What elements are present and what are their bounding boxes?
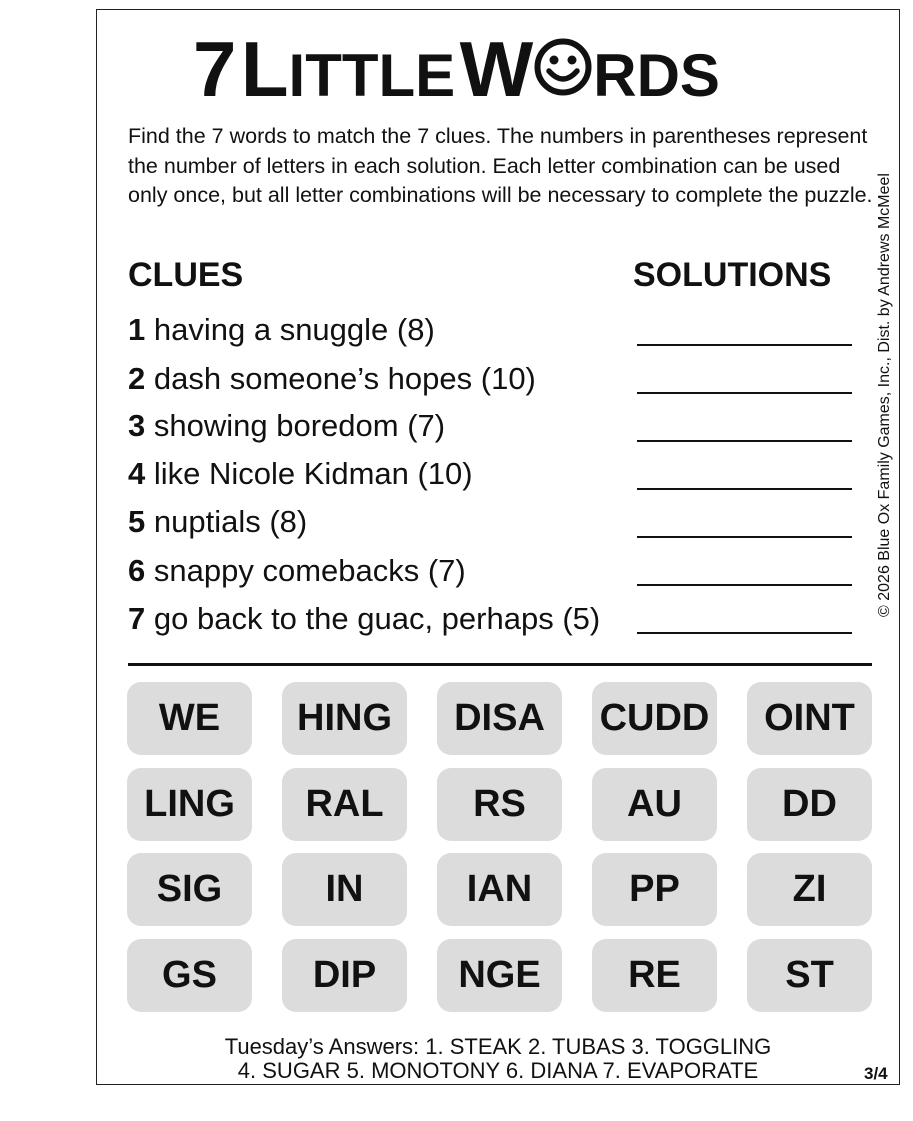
- solution-blank-7[interactable]: [637, 632, 852, 634]
- clue-number: 7: [128, 601, 146, 636]
- clue-number: 6: [128, 553, 146, 588]
- letter-tile[interactable]: AU: [592, 768, 717, 841]
- clue-2: [128, 363, 536, 394]
- letter-tile[interactable]: DIP: [282, 939, 407, 1012]
- letter-tile[interactable]: ZI: [747, 853, 872, 926]
- clue-number: 5: [128, 504, 146, 539]
- solution-blank-1[interactable]: [637, 344, 852, 346]
- letter-tile[interactable]: OINT: [747, 682, 872, 755]
- letter-tile[interactable]: RAL: [282, 768, 407, 841]
- clue-6: [128, 555, 466, 586]
- letter-tile[interactable]: HING: [282, 682, 407, 755]
- clue-1: [128, 314, 435, 345]
- title-l: L: [240, 25, 289, 113]
- clue-number: 3: [128, 408, 146, 443]
- clue-text: like Nicole Kidman (10): [153, 456, 473, 491]
- clue-number: 2: [128, 361, 146, 396]
- letter-tile[interactable]: WE: [127, 682, 252, 755]
- clue-text: showing boredom (7): [153, 408, 446, 443]
- letter-tile[interactable]: RS: [437, 768, 562, 841]
- solution-blank-5[interactable]: [637, 536, 852, 538]
- clue-number: 4: [128, 456, 146, 491]
- clue-text: dash someone’s hopes (10): [153, 361, 536, 396]
- letter-tile[interactable]: IN: [282, 853, 407, 926]
- solution-blank-2[interactable]: [637, 392, 852, 394]
- smiley-face-icon: [534, 38, 592, 96]
- letter-tile[interactable]: DISA: [437, 682, 562, 755]
- title-w: W: [459, 25, 534, 113]
- title-rds: RDS: [593, 42, 720, 109]
- letter-tile[interactable]: CUDD: [592, 682, 717, 755]
- clue-7: [128, 603, 600, 634]
- clues-header: CLUES: [128, 256, 244, 294]
- solution-blank-3[interactable]: [637, 440, 852, 442]
- clue-text: go back to the guac, perhaps (5): [153, 601, 601, 636]
- letter-tile[interactable]: PP: [592, 853, 717, 926]
- puzzle-date: 3/4: [864, 1064, 888, 1083]
- letter-tile[interactable]: IAN: [437, 853, 562, 926]
- letter-tile[interactable]: GS: [127, 939, 252, 1012]
- clue-text: snappy comebacks (7): [153, 553, 466, 588]
- letter-tile[interactable]: RE: [592, 939, 717, 1012]
- solutions-header: SOLUTIONS: [633, 256, 832, 294]
- letter-tile[interactable]: LING: [127, 768, 252, 841]
- answers-line-2: 4. SUGAR 5. MONOTONY 6. DIANA 7. EVAPORATE: [237, 1058, 759, 1083]
- clue-text: nuptials (8): [153, 504, 308, 539]
- clue-3: [128, 410, 445, 441]
- copyright-notice: © 2026 Blue Ox Family Games, Inc., Dist. by Andrews McMeel: [876, 173, 893, 617]
- letter-tile[interactable]: DD: [747, 768, 872, 841]
- letter-tile[interactable]: SIG: [127, 853, 252, 926]
- title-seven: 7: [193, 25, 237, 113]
- previous-answers: [96, 1035, 900, 1083]
- solution-blank-6[interactable]: [637, 584, 852, 586]
- clue-text: having a snuggle (8): [153, 312, 435, 347]
- letter-tile[interactable]: NGE: [437, 939, 562, 1012]
- instructions: Find the 7 words to match the 7 clues. The numbers in parentheses represent the number of letters in each solution. Each letter combination can be used only once, but all letter combinations will be necessary to complete the puzzle.: [128, 124, 873, 207]
- clue-5: [128, 506, 307, 537]
- puzzle-title: [0, 25, 913, 113]
- clue-4: [128, 458, 473, 489]
- answers-line-1: Tuesday’s Answers: 1. STEAK 2. TUBAS 3. TOGGLING: [224, 1034, 772, 1059]
- section-divider: [128, 663, 872, 666]
- title-ittle: ITTLE: [288, 42, 456, 109]
- clue-number: 1: [128, 312, 146, 347]
- solution-blank-4[interactable]: [637, 488, 852, 490]
- letter-tile[interactable]: ST: [747, 939, 872, 1012]
